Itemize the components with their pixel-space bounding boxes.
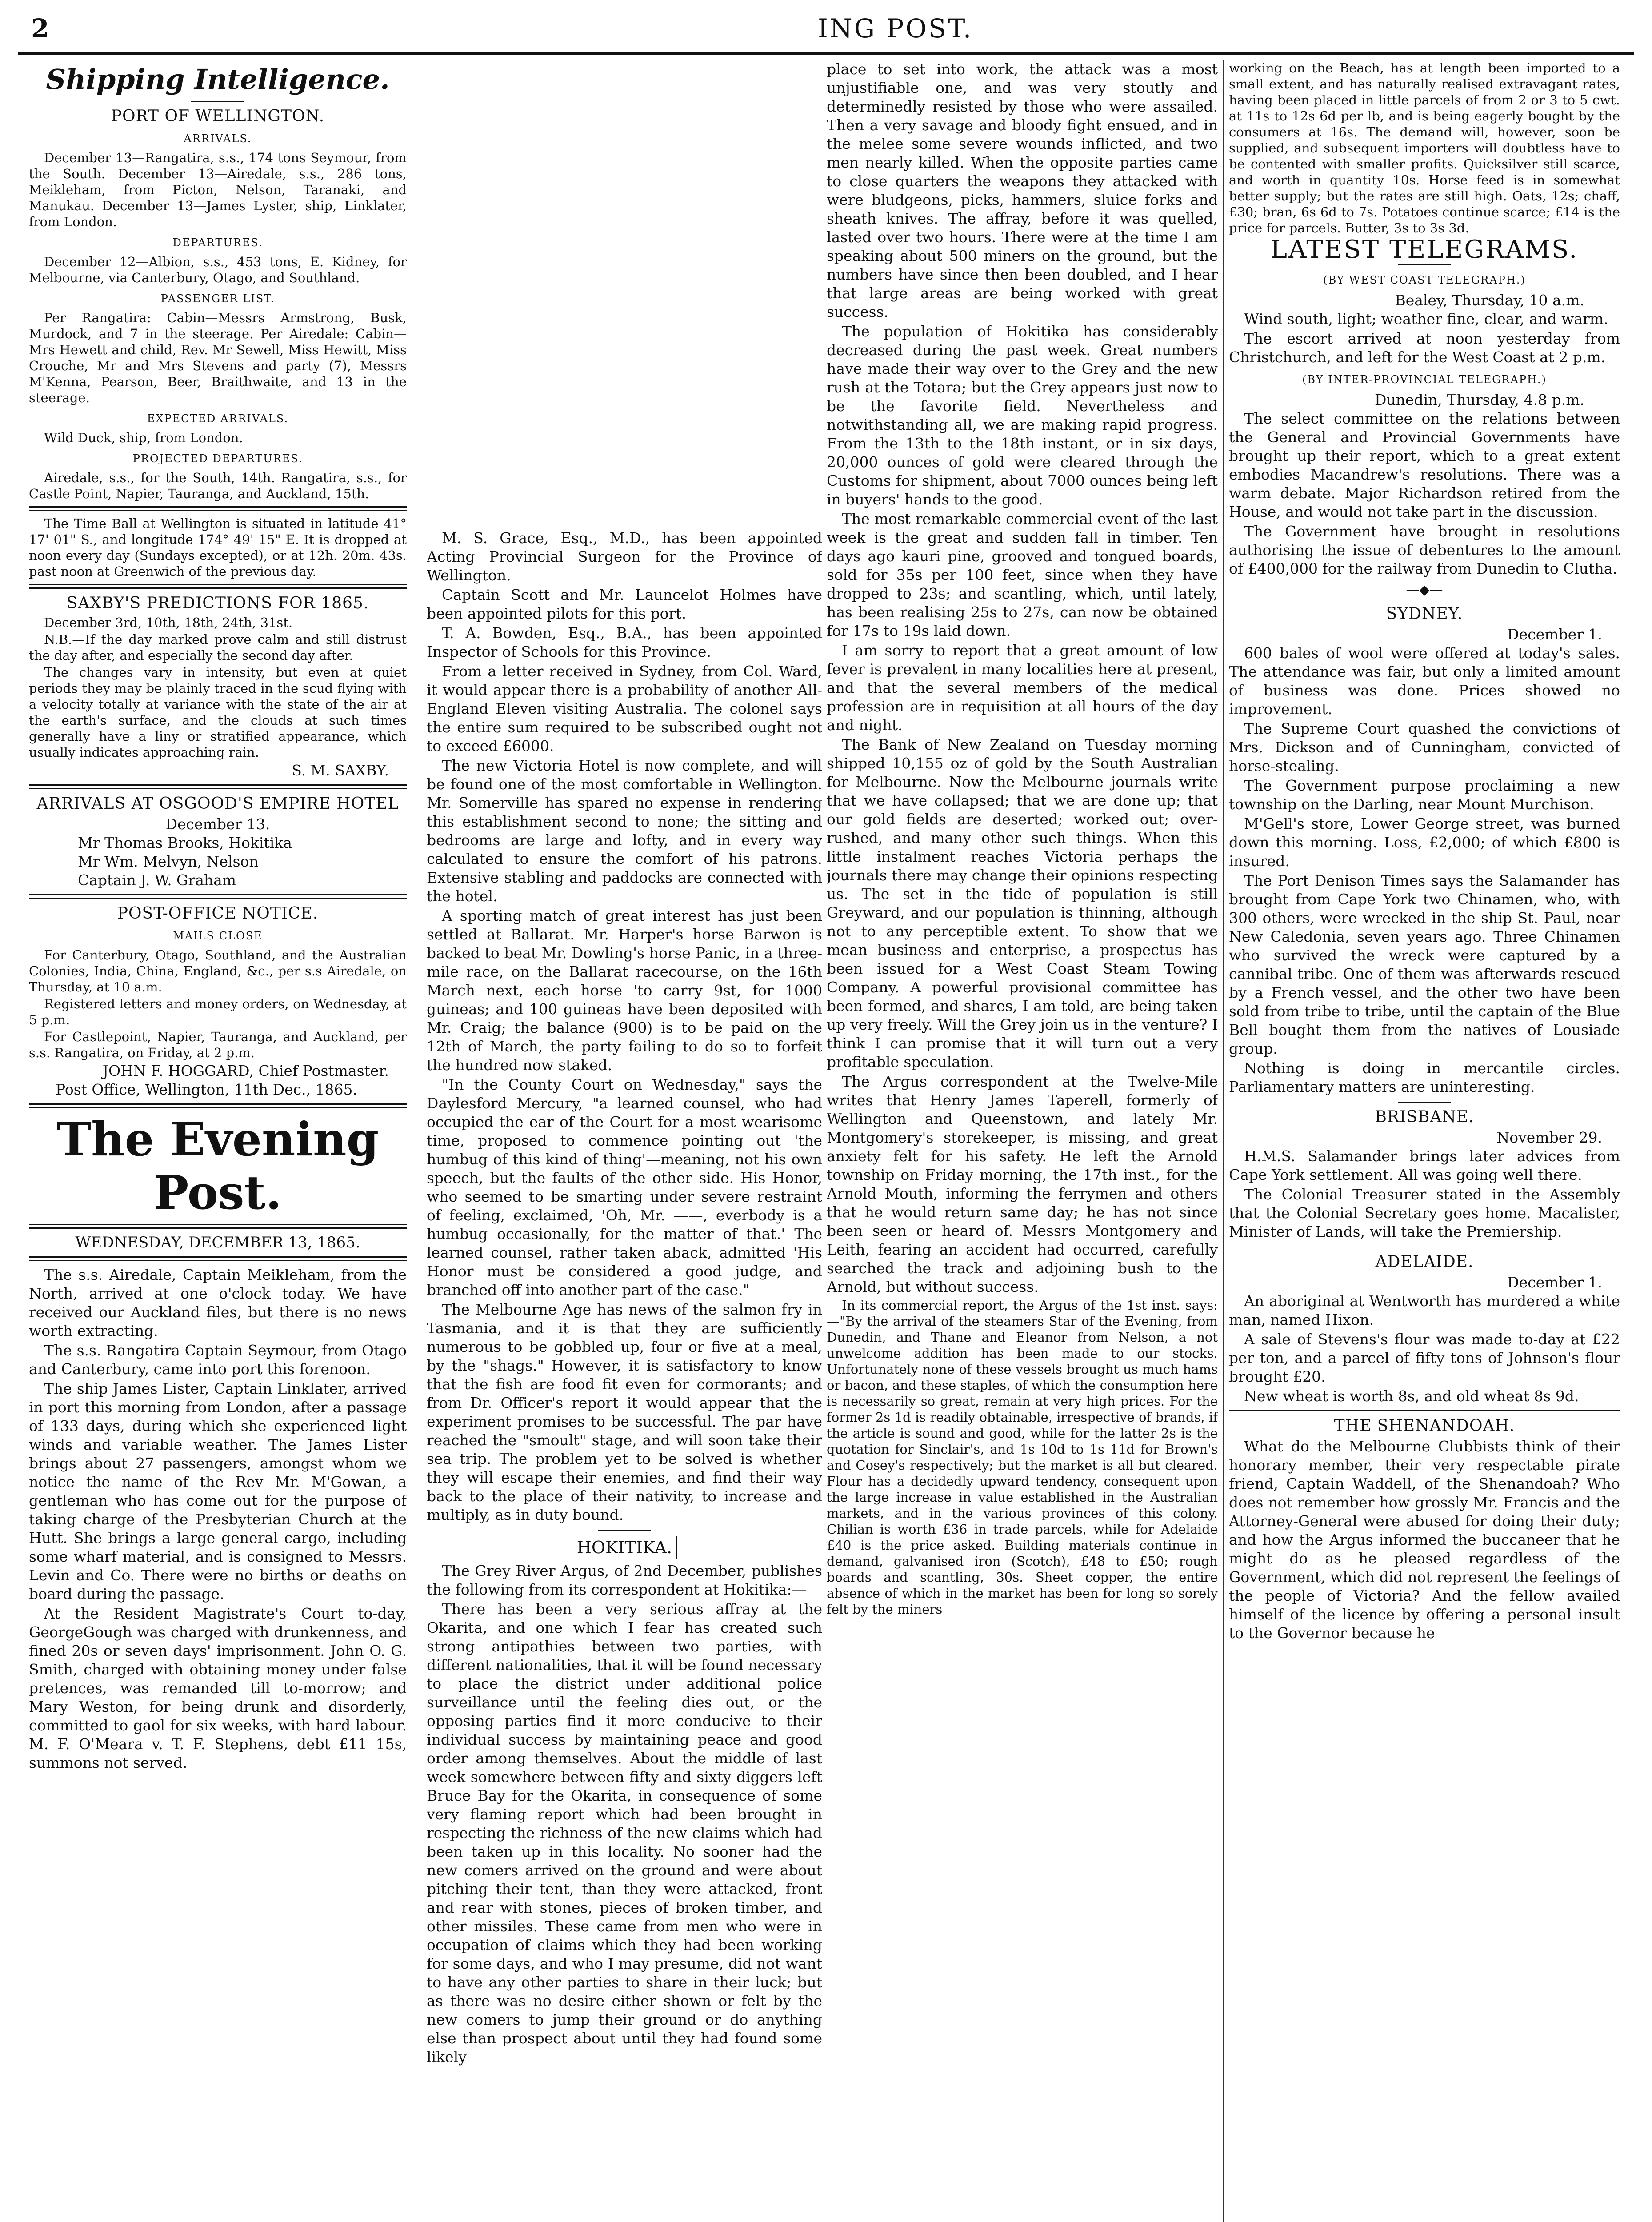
news-paragraph: The most remarkable commercial event of the last week is the great and sudden fall in timber. Ten days ago kauri pine, grooved and tongued boards, sold for 35s per 100 feet, since when they have dropped to 23s; and scantling, which, until lately, has been realising 25s to 27s, can now be obtained for 17s to 19s laid down. bbox=[827, 510, 1218, 639]
news-paragraph: working on the Beach, has at length been imported to a small extent, and has naturally realised extravagant rates, having been placed in little parcels of from 2 or 3 to 5 cwt. at 11s to 12s 6d per lb, and is being eagerly bought by the consumers at 16s. The demand will, however, soon be supplied, and subsequent importers will doubtless have to be contented with smaller profits. Quicksilver still scarce, and worth in quantity 10s. Horse feed is in somewhat better supply; but the rates are still high. Oats, 12s; chaff, £30; bran, 6s 6d to 7s. Potatoes continue scarce; £14 is the price for parcels. Butter, 3s to 3s 3d. bbox=[1229, 60, 1620, 236]
departures-heading: DEPARTURES. bbox=[172, 236, 263, 249]
evening-post-masthead: The Evening Post. bbox=[56, 1112, 379, 1220]
divider bbox=[598, 1530, 651, 1531]
column-1 bbox=[29, 60, 407, 2222]
telegram-text: 600 bales of wool were offered at today's sales. The attendance was fair, but only a limited amount of business was done. Prices showed no improvement. bbox=[1229, 644, 1620, 718]
dateline: WEDNESDAY, DECEMBER 13, 1865. bbox=[75, 1234, 360, 1251]
sydney-date: December 1. bbox=[1507, 626, 1602, 643]
telegram-text: A sale of Stevens's flour was made to-day at £22 per ton, and a parcel of fifty tons of Johnson's flour brought £20. bbox=[1229, 1331, 1620, 1385]
inter-provincial-telegraph-heading: (BY INTER-PROVINCIAL TELEGRAPH.) bbox=[1302, 373, 1547, 386]
news-paragraph: The Bank of New Zealand on Tuesday morning shipped 10,155 oz of gold by the South Australian for Melbourne. Now the Melbourne journals write that we have collapsed; that we are done up; that our gold fields are deserted; worked out; over-rushed, and many other such things. When this little instalment reaches Victoria perhaps the journals there may change their opinions respecting us. The set in the tide of population is still Greyward, and our population is thinning, although not to any perceptible extent. To show that we mean business and enterprise, a prospectus has been issued for a West Coast Steam Towing Company. A powerful provisional committee has been formed, and shares, I am told, are being taken up very freely. Will the Grey join us in the venture? I think I can promise that it will turn out a very profitable speculation. bbox=[827, 736, 1218, 1071]
adelaide-date: December 1. bbox=[1507, 1274, 1602, 1291]
column-4 bbox=[1229, 60, 1620, 2222]
telegram-text: M'Gell's store, Lower George street, was burned down this morning. Loss, £2,000; of which £800 is insured. bbox=[1229, 815, 1620, 870]
column-3 bbox=[827, 60, 1218, 2222]
shenandoah-title: THE SHENANDOAH. bbox=[1334, 1417, 1515, 1435]
sydney-title: SYDNEY. bbox=[1386, 605, 1463, 623]
news-paragraph: place to set into work, the attack was a most unjustifiable one, and was very stoutly and determinedly resisted by those who were assailed. Then a very savage and bloody fight ensued, and in the melee some severe wounds inflicted, and two men nearly killed. When the opposite parties came to close quarters the weapons they attacked with were bludgeons, picks, hammers, sluice forks and sheath knives. The affray, before it was quelled, lasted over two hours. There were at the time I am speaking about 500 miners on the ground, but the numbers have since then been doubled, and I hear that large areas are being worked with great success. bbox=[827, 60, 1218, 320]
departures-text: December 12—Albion, s.s., 453 tons, E. Kidney, for Melbourne, via Canterbury, Otago, and Southland. bbox=[29, 254, 407, 285]
divider bbox=[1398, 264, 1451, 265]
post-office-title: POST-OFFICE NOTICE. bbox=[117, 904, 319, 923]
post-office-address: Post Office, Wellington, 11th Dec., 1865. bbox=[56, 1081, 358, 1098]
news-paragraph: M. S. Grace, Esq., M.D., has been appointed Acting Provincial Surgeon for the Province of Wellington. bbox=[427, 529, 822, 584]
news-paragraph: At the Resident Magistrate's Court to-day, GeorgeGough was charged with drunkenness, and fined 20s or seven days' imprisonment. John O. G. Smith, charged with obtaining money under false pretences, was remanded till to-morrow; and Mary Weston, for being drunk and disorderly, committed to gaol for six weeks, with hard labour. M. F. O'Meara v. T. F. Stephens, debt £11 15s, summons not served. bbox=[29, 1605, 407, 1771]
post-office-text: Registered letters and money orders, on Wednesday, at 5 p.m. bbox=[29, 996, 407, 1027]
expected-arrivals-heading: EXPECTED ARRIVALS. bbox=[147, 412, 289, 425]
saxby-nb: N.B.—If the day marked prove calm and still distrust the day after, and especially the second day after. bbox=[29, 632, 407, 663]
telegram-text: H.M.S. Salamander brings later advices from Cape York settlement. All was going well there. bbox=[1229, 1147, 1620, 1183]
news-paragraph: The Melbourne Age has news of the salmon fry in Tasmania, and it is that they are sufficiently numerous to be gobbled up, four or five at a meal, by the "shags." However, it is satisfactory to know that the fish are food fit even for cormorants; and from Dr. Officer's report it would appear that the experiment promises to be successful. The par have reached the "smoult" stage, and will soon take their sea trip. The problem yet to be solved is whether they will escape their enemies, and find their way back to the place of their nativity, to increase and multiply, as in duty bound. bbox=[427, 1301, 822, 1523]
telegram-text: Nothing is doing in mercantile circles. Parliamentary matters are uninteresting. bbox=[1229, 1059, 1620, 1095]
hotel-guest: Mr Wm. Melvyn, Nelson bbox=[78, 853, 259, 870]
west-coast-telegraph-heading: (BY WEST COAST TELEGRAPH.) bbox=[1323, 274, 1526, 286]
telegram-text: The select committee on the relations between the General and Provincial Governments have brought up their report, which to a great extent embodies Macandrew's resolutions. There was a warm debate. Major Richardson retired from the House, and would not take part in the discussion. bbox=[1229, 410, 1620, 520]
telegram-text: Wind south, light; weather fine, clear, and warm. bbox=[1244, 310, 1608, 328]
saxby-title: SAXBY'S PREDICTIONS FOR 1865. bbox=[66, 594, 369, 612]
hotel-arrivals-title: ARRIVALS AT OSGOOD'S EMPIRE HOTEL bbox=[36, 795, 399, 813]
post-office-text: For Canterbury, Otago, Southland, and the Australian Colonies, India, China, England, &c., per s.s Airedale, on Thursday, at 10 a.m. bbox=[29, 947, 407, 995]
column-2 bbox=[427, 529, 822, 2222]
mails-close-heading: MAILS CLOSE bbox=[173, 930, 263, 942]
telegram-text: The escort arrived at noon yesterday from Christchurch, and left for the West Coast at 2 p.m. bbox=[1229, 330, 1620, 366]
news-paragraph: Captain Scott and Mr. Launcelot Holmes have been appointed pilots for this port. bbox=[427, 586, 822, 622]
news-paragraph: The population of Hokitika has considerably decreased during the past week. Great numbers have made their way over to the Grey and the new rush at the Totara; but the Grey appears just now to be the favorite field. Nevertheless and notwithstanding all, we are making rapid progress. From the 13th to the 18th instant, or in six days, 20,000 ounces of gold were cleared through the Customs for shipment, about 7000 ounces being left in buyers' hands to the good. bbox=[827, 323, 1218, 508]
header-rule bbox=[18, 52, 1634, 55]
news-paragraph: From a letter received in Sydney, from Col. Ward, it would appear there is a probability of another All-England Eleven visiting Australia. The colonel says the entire sum required to be subscribed ought not to exceed £6000. bbox=[427, 663, 822, 755]
section-ornament: —◆— bbox=[1406, 582, 1443, 598]
page-header-title: ING POST. bbox=[818, 13, 973, 44]
projected-departures-text: Airedale, s.s., for the South, 14th. Rangatira, s.s., for Castle Point, Napier, Tauranga, and Auckland, 15th. bbox=[29, 470, 407, 501]
port-title: PORT OF WELLINGTON. bbox=[111, 107, 325, 125]
divider bbox=[29, 784, 407, 789]
divider bbox=[29, 1103, 407, 1108]
news-paragraph: In its commercial report, the Argus of the 1st inst. says:—"By the arrival of the steamers Star of the Evening, from Dunedin, and Thane and Eleanor from Nelson, a not unwelcome addition has been made to our stocks. Unfortunately none of these vessels brought us much hams or bacon, and these staples, of which the consumption here is necessarily so great, remain at very high prices. For the former 2s 1d is readily obtainable, irrespective of brands, if the article is sound and good, while for the latter 2s is the quotation for Sinclair's, and 1s 10d to 1s 11d for Brown's and Cosey's respectively; but the market is all but cleared. Flour has a decidedly upward tendency, consequent upon the large increase in value established in the Australian markets, and in the various provinces of this colony. Chilian is worth £36 in trade parcels, while for Adelaide £40 is the price asked. Building materials continue in demand, galvanised iron (Scotch), £48 to £50; rough boards and scantling, 30s. Sheet copper, the entire absence of which in the market has been for long so sorely felt by the miners bbox=[827, 1298, 1218, 1617]
passenger-list-heading: PASSENGER LIST. bbox=[160, 292, 275, 305]
post-office-text: For Castlepoint, Napier, Tauranga, and Auckland, per s.s. Rangatira, on Friday, at 2 p.m. bbox=[29, 1029, 407, 1060]
expected-arrivals-text: Wild Duck, ship, from London. bbox=[44, 430, 243, 445]
arrivals-text: December 13—Rangatira, s.s., 174 tons Seymour, from the South. December 13—Airedale, s.s., 286 tons, Meikleham, from Picton, Nelson, Taranaki, and Manukau. December 13—James Lyster, ship, Linklater, from London. bbox=[29, 150, 407, 229]
news-paragraph: A sporting match of great interest has just been settled at Ballarat. Mr. Harper's horse Barwon is backed to beat Mr. Dowling's horse Panic, in a three-mile race, on the Ballarat racecourse, on the 16th March next, each horse 'to carry 9st, for 1000 guineas; and 100 guineas have been deposited with Mr. Craig; the balance (900) is to be paid on the 12th of March, the party failing to do so to forfeit the hundred now staked. bbox=[427, 907, 822, 1074]
hokitika-title-wrap bbox=[427, 1536, 822, 1559]
page-number: 2 bbox=[31, 13, 49, 44]
divider bbox=[29, 1256, 407, 1261]
brisbane-title: BRISBANE. bbox=[1375, 1108, 1474, 1126]
divider bbox=[29, 506, 407, 511]
news-paragraph: The s.s. Airedale, Captain Meikleham, from the North, arrived at one o'clock today. We have received our Auckland files, but there is no news worth extracting. bbox=[29, 1266, 407, 1339]
arrivals-heading: ARRIVALS. bbox=[184, 132, 252, 145]
time-ball-notice: The Time Ball at Wellington is situated in latitude 41° 17' 01" S., and longitude 174° 49' 15" E. It is dropped at noon every day (Sundays excepted), or at 12h. 20m. 43s. past noon at Greenwich of the previous day. bbox=[29, 516, 407, 579]
divider bbox=[29, 1224, 407, 1229]
hotel-guest-list bbox=[29, 834, 407, 890]
hotel-date: December 13. bbox=[165, 815, 270, 833]
news-paragraph: The Grey River Argus, of 2nd December, publishes the following from its correspondent at Hokitika:— bbox=[427, 1562, 822, 1598]
news-paragraph: I am sorry to report that a great amount of low fever is prevalent in many localities here at present, and that the several members of the medical profession are in requisition at all hours of the day and night. bbox=[827, 642, 1218, 734]
column-divider bbox=[1223, 60, 1224, 2222]
divider bbox=[29, 584, 407, 589]
passenger-list-text: Per Rangatira: Cabin—Messrs Armstrong, Busk, Murdock, and 7 in the steerage. Per Airedale: Cabin—Mrs Hewett and child, Rev. Mr Sewell, Miss Hewitt, Miss Crouche, Mr and Mrs Stevens and party (7), Messrs M'Kenna, Pearson, Beer, Braithwaite, and 13 in the steerage. bbox=[29, 310, 407, 405]
adelaide-title: ADELAIDE. bbox=[1375, 1253, 1474, 1271]
divider bbox=[191, 101, 244, 102]
news-paragraph: The s.s. Rangatira Captain Seymour, from Otago and Canterbury, came into port this forenoon. bbox=[29, 1342, 407, 1378]
divider bbox=[1229, 1410, 1620, 1411]
telegraph-dateline: Dunedin, Thursday, 4.8 p.m. bbox=[1374, 391, 1584, 408]
telegraph-dateline: Bealey, Thursday, 10 a.m. bbox=[1395, 292, 1584, 309]
postmaster-signature: JOHN F. HOGGARD, Chief Postmaster. bbox=[102, 1062, 389, 1079]
telegram-text: The Colonial Treasurer stated in the Assembly that the Colonial Secretary goes home. Macalister, Minister of Lands, will take the Premiership. bbox=[1229, 1186, 1620, 1240]
news-paragraph: What do the Melbourne Clubbists think of their honorary member, their very respectable pirate friend, Captain Waddell, of the Shenandoah? Who does not remember how grossly Mr. Francis and the Attorney-General were abused for doing their duty; and how the Argus informed the buccaneer that he might do as he pleased regardless of the Government, which did not represent the feelings of the people of Victoria? And the fellow availed himself of the licence by offering a personal insult to the Governor because he bbox=[1229, 1438, 1620, 1642]
telegram-text: The Supreme Court quashed the convictions of Mrs. Dickson and of Cunningham, convicted of horse-stealing. bbox=[1229, 720, 1620, 775]
hotel-guest: Captain J. W. Graham bbox=[78, 871, 236, 889]
news-paragraph: There has been a very serious affray at the Okarita, and one which I fear has created such strong antipathies between two parties, with different nationalities, that it will be found necessary to place the district under additional police surveillance until the feeling dies out, or the opposing parties find it more conducive to their individual success by maintaining peace and good order among themselves. About the middle of last week somewhere between fifty and sixty diggers left Bruce Bay for the Okarita, in consequence of some very flaming report which had been brought in respecting the richness of the new claims which had been taken up in this locality. No sooner had the new comers arrived on the ground and were about pitching their tent, than they were attacked, front and rear with stones, pieces of broken timber, and other missiles. These came from men who were in occupation of claims which they had been working for some days, and who I may presume, did not want to have any other parties to share in their luck; but as there was no desire either shown or felt by the new comers to jump their ground or do anything else than prospect about until they had found some likely bbox=[427, 1600, 822, 2066]
divider bbox=[1398, 1102, 1451, 1103]
news-paragraph: T. A. Bowden, Esq., B.A., has been appointed Inspector of Schools for this Province. bbox=[427, 624, 822, 660]
hotel-guest: Mr Thomas Brooks, Hokitika bbox=[78, 834, 292, 851]
news-paragraph: The new Victoria Hotel is now complete, and will be found one of the most comfortable in Wellington. Mr. Somerville has spared no expense in rendering this establishment second to none; the sitting and bedrooms are large and lofty, and in every way calculated to ensure the comfort of his patrons. Extensive stabling and paddocks are connected with the hotel. bbox=[427, 757, 822, 905]
telegram-text: The Government have brought in resolutions authorising the issue of debentures to the amount of £400,000 for the railway from Dunedin to Clutha. bbox=[1229, 523, 1620, 577]
hokitika-title: HOKITIKA. bbox=[572, 1536, 677, 1559]
saxby-dates: December 3rd, 10th, 18th, 24th, 31st. bbox=[44, 615, 293, 630]
saxby-text: The changes vary in intensity, but even at quiet periods they may be plainly traced in the scud flying with a velocity totally at variance with the state of the air at the earth's surface, and the clouds at such times generally have a liny or stratified appearance, which usually indicates approaching rain. bbox=[29, 665, 407, 760]
divider bbox=[29, 894, 407, 899]
brisbane-date: November 29. bbox=[1496, 1129, 1602, 1146]
shipping-intelligence-title: Shipping Intelligence. bbox=[46, 63, 390, 96]
telegram-text: An aboriginal at Wentworth has murdered a white man, named Hixon. bbox=[1229, 1292, 1620, 1328]
projected-departures-heading: PROJECTED DEPARTURES. bbox=[132, 452, 303, 465]
telegram-text: New wheat is worth 8s, and old wheat 8s 9d. bbox=[1244, 1387, 1579, 1405]
news-paragraph: The ship James Lister, Captain Linklater, arrived in port this morning from London, after a passage of 133 days, during which she experienced light winds and variable weather. The James Lister brings about 27 passengers, amongst whom we notice the name of the Rev Mr. M'Gowan, a gentleman who has come out for the purpose of taking charge of the Presbyterian Church at the Hutt. She brings a large general cargo, including some wharf material, and is consigned to Messrs. Levin and Co. There were no births or deaths on board during the passage. bbox=[29, 1380, 407, 1603]
latest-telegrams-title: LATEST TELEGRAMS. bbox=[1270, 235, 1579, 264]
news-paragraph: The Argus correspondent at the Twelve-Mile writes that Henry James Taperell, formerly of Wellington and Queenstown, and lately Mr. Montgomery's storekeeper, is missing, and great anxiety felt for his safety. He left the Arnold township on Friday morning, the 17th inst., for the Arnold Mouth, informing the ferrymen and others that he would return same day; he has not since been seen or heard of. Messrs Montgomery and Leith, fearing an accident had occurred, carefully searched the track and adjoining bush to the Arnold, but without success. bbox=[827, 1073, 1218, 1295]
telegram-text: The Port Denison Times says the Salamander has brought from Cape York two Chinamen, who, with 300 others, were wrecked in the ship St. Paul, near New Caledonia, seven years ago. Three Chinamen who survived the wreck were captured by a cannibal tribe. One of them was afterwards rescued by a French vessel, and the other two have been sold from tribe to tribe, until the captain of the Blue Bell bought them from the natives of Lousiade group. bbox=[1229, 872, 1620, 1057]
telegram-text: The Government purpose proclaiming a new township on the Darling, near Mount Murchison. bbox=[1229, 777, 1620, 813]
saxby-signature: S. M. SAXBY. bbox=[292, 762, 389, 779]
news-paragraph: "In the County Court on Wednesday," says the Daylesford Mercury, "a learned counsel, who had occupied the ear of the Court for a most wearisome time, proposed to commence pointing out 'the humbug of this kind of thing'—meaning, not his own speech, but the faults of the other side. His Honor, who seemed to be smarting under severe restraint of feeling, exclaimed, 'Oh, Mr. ——, everbody is a humbug occasionally, for the matter of that.' The learned counsel, rather taken aback, admitted 'His Honor must be considered a good judge, and branched off into another part of the case." bbox=[427, 1076, 822, 1299]
